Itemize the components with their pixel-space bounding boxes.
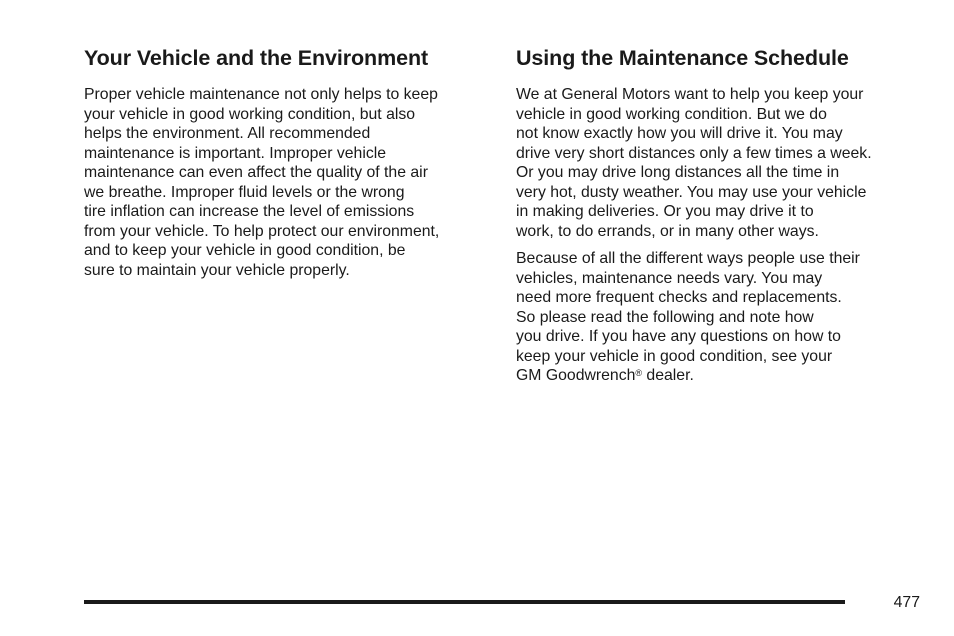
text-line: we breathe. Improper fluid levels or the wrong xyxy=(84,183,405,201)
text-line: very hot, dusty weather. You may use your vehicle xyxy=(516,183,867,201)
text-line-with-trademark xyxy=(516,366,926,386)
environment-paragraph xyxy=(84,85,494,280)
text-line: Or you may drive long distances all the time in xyxy=(516,164,840,181)
text-line: vehicle in good working condition. But we do xyxy=(516,105,827,123)
left-column xyxy=(84,44,494,288)
text-line: So please read the following and note how xyxy=(516,308,814,326)
text-line: Proper vehicle maintenance not only helps to keep xyxy=(84,86,438,103)
maintenance-paragraph-1 xyxy=(516,85,926,241)
text-line: keep your vehicle in good condition, see your xyxy=(516,347,833,365)
text-line: vehicles, maintenance needs vary. You may xyxy=(516,269,823,287)
text-line: We at General Motors want to help you keep your xyxy=(516,86,864,103)
text-line: maintenance is important. Improper vehicle xyxy=(84,144,387,162)
text-line: and to keep your vehicle in good condition, be xyxy=(84,242,406,259)
registered-mark: ® xyxy=(635,368,643,378)
text-line: from your vehicle. To help protect our environment, xyxy=(84,222,440,240)
maintenance-paragraph-2 xyxy=(516,249,926,386)
right-column xyxy=(516,44,926,394)
text-line: you drive. If you have any questions on how to xyxy=(516,328,841,345)
text-line: tire inflation can increase the level of emissions xyxy=(84,203,415,220)
text-line: sure to maintain your vehicle properly. xyxy=(84,261,350,279)
page-number: 477 xyxy=(893,594,920,611)
brand-name: GM Goodwrench xyxy=(516,367,636,384)
section-title-maintenance-schedule: Using the Maintenance Schedule xyxy=(516,46,849,70)
text-line: in making deliveries. Or you may drive it to xyxy=(516,203,814,220)
text-line: not know exactly how you will drive it. You may xyxy=(516,125,843,142)
text-line: your vehicle in good working condition, but also xyxy=(84,105,416,123)
footer-rule xyxy=(84,600,845,604)
text-line: need more frequent checks and replacements. xyxy=(516,289,842,306)
text-fragment: dealer. xyxy=(642,367,694,384)
text-line: drive very short distances only a few times a week. xyxy=(516,144,872,162)
text-line: Because of all the different ways people use their xyxy=(516,250,860,267)
text-line: work, to do errands, or in many other ways. xyxy=(516,222,819,240)
text-line: maintenance can even affect the quality of the air xyxy=(84,164,428,181)
text-line: helps the environment. All recommended xyxy=(84,125,371,142)
section-title-environment: Your Vehicle and the Environment xyxy=(84,46,429,70)
